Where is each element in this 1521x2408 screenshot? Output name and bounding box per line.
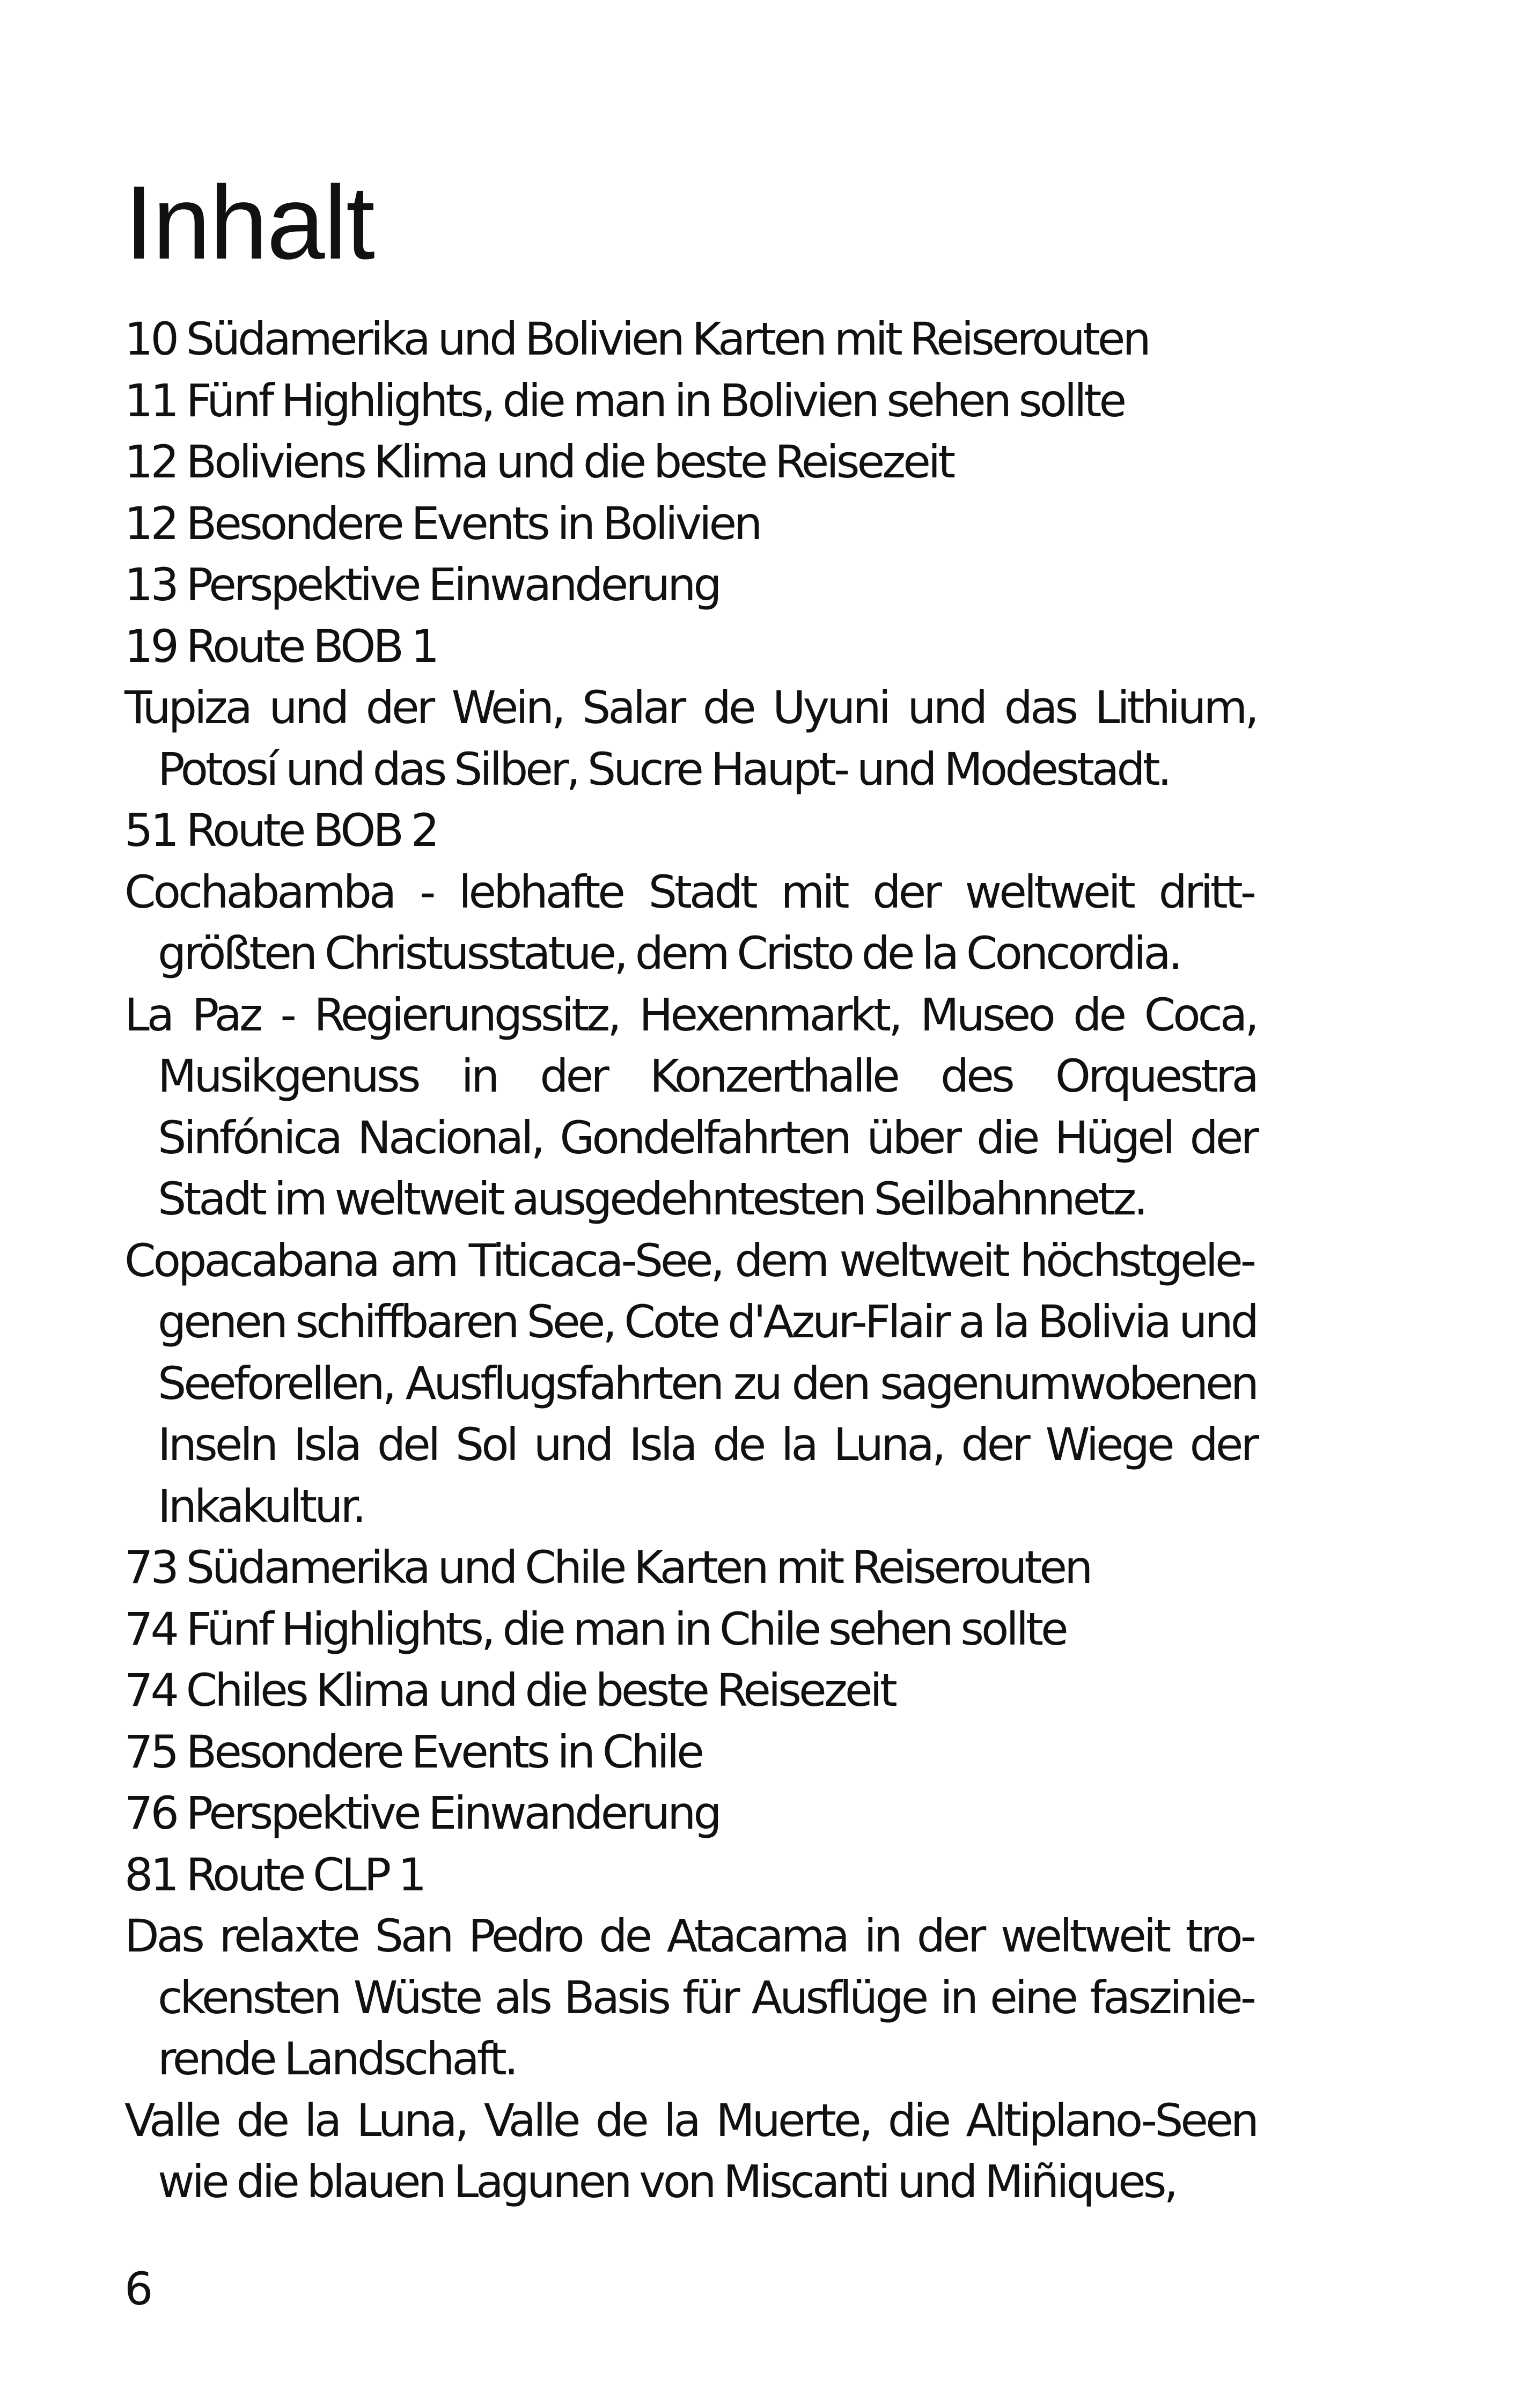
toc-entry: 19 Route BOB 1 xyxy=(124,620,437,673)
toc-entry: 74 Fünf Highlights, die man in Chile sehen sollte xyxy=(124,1602,1066,1655)
toc-description: Valle de la Luna, Valle de la Muerte, die Altiplano-Seen wie die blauen Lagunen von Miscanti und Miñiques, xyxy=(124,2094,1257,2208)
toc-entry: 73 Südamerika und Chile Karten mit Reiserouten xyxy=(124,1541,1091,1594)
page-number: 6 xyxy=(124,2263,153,2315)
toc-description: Cochabamba - lebhafte Stadt mit der weltweit drittgrößten Christusstatue, dem Cristo de la Concordia. xyxy=(124,865,1257,980)
toc-entry: 76 Perspektive Einwanderung xyxy=(124,1787,719,1839)
table-of-contents xyxy=(124,308,1257,2213)
toc-description: Das relaxte San Pedro de Atacama in der weltweit trockensten Wüste als Basis für Ausflüge in eine faszinierende Landschaft. xyxy=(124,1910,1257,2085)
toc-entry: 12 Besondere Events in Bolivien xyxy=(124,497,760,550)
toc-description: Copacabana am Titicaca-See, dem weltweit höchstgelegenen schiffbaren See, Cote d'Azur-Flair a la Bolivia und Seeforellen, Ausflugsfahrten zu den sagenumwobenen Inseln Isla del Sol und Isla de la Luna, der Wiege der Inkakultur. xyxy=(124,1234,1257,1533)
toc-entry: 13 Perspektive Einwanderung xyxy=(124,558,719,611)
toc-entry: 12 Boliviens Klima und die beste Reisezeit xyxy=(124,436,953,488)
toc-description: Tupiza und der Wein, Salar de Uyuni und das Lithium, Potosí und das Silber, Sucre Haupt- und Modestadt. xyxy=(124,681,1257,796)
toc-entry: 81 Route CLP 1 xyxy=(124,1848,424,1901)
page-title: Inhalt xyxy=(124,164,374,281)
toc-entry: 10 Südamerika und Bolivien Karten mit Reiserouten xyxy=(124,313,1149,365)
toc-entry: 75 Besondere Events in Chile xyxy=(124,1725,702,1778)
toc-entry: 74 Chiles Klima und die beste Reisezeit xyxy=(124,1664,895,1717)
toc-description: La Paz - Regierungssitz, Hexenmarkt, Museo de Coca, Musikgenuss in der Konzerthalle des Orquestra Sinfónica Nacional, Gondelfahrten über die Hügel der Stadt im weltweit ausgedehntesten Seilbahnnetz. xyxy=(124,988,1257,1225)
toc-entry: 11 Fünf Highlights, die man in Bolivien sehen sollte xyxy=(124,374,1125,427)
toc-entry: 51 Route BOB 2 xyxy=(124,804,437,857)
